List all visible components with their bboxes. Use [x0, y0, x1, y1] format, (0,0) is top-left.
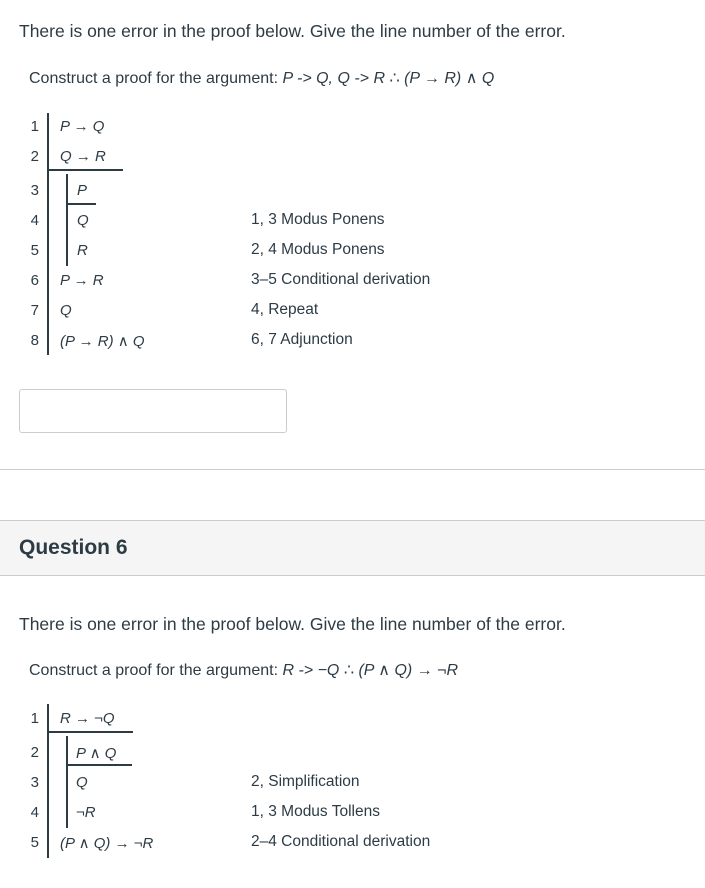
q6-line-number: 1 [30, 710, 39, 727]
q6-premise-line [47, 731, 133, 733]
q6-argument-label: Construct a proof for the argument: [29, 662, 283, 679]
q5-subproof-bar [66, 174, 68, 266]
q5-line-formula: P → Q [60, 118, 105, 135]
q5-line-number: 7 [30, 302, 39, 319]
q5-proof-main-bar [47, 113, 49, 355]
q6-line-formula: ¬R [76, 804, 96, 821]
q6-line-number: 3 [30, 774, 39, 791]
q6-line-number: 2 [30, 744, 39, 761]
q6-line-formula: R → ¬Q [60, 710, 115, 727]
q5-line-number: 8 [30, 332, 39, 349]
q5-line-justification: 3–5 Conditional derivation [251, 271, 431, 288]
q5-argument-formula: P -> Q, Q -> R ∴ (P → R) ∧ Q [282, 70, 495, 87]
q5-argument [29, 68, 494, 88]
q5-answer-input[interactable] [19, 389, 287, 433]
q5-line-formula: Q → R [60, 148, 106, 165]
q5-argument-label: Construct a proof for the argument: [29, 70, 283, 87]
q5-line-number: 6 [30, 272, 39, 289]
q5-line-formula: Q [77, 212, 89, 229]
q5-line-formula: P [77, 182, 88, 199]
q5-line-justification: 6, 7 Adjunction [251, 331, 353, 348]
q5-prompt: There is one error in the proof below. Give the line number of the error. [19, 21, 566, 41]
q6-line-number: 4 [30, 804, 39, 821]
q5-line-formula: (P → R) ∧ Q [60, 333, 145, 350]
q6-line-justification: 1, 3 Modus Tollens [251, 803, 380, 820]
q6-argument [29, 660, 458, 680]
question-6-header [0, 520, 705, 576]
question-title: Question 6 [19, 536, 128, 559]
q6-line-justification: 2, Simplification [251, 773, 360, 790]
q5-line-number: 1 [30, 118, 39, 135]
q6-proof-main-bar [47, 704, 49, 858]
q6-assumption-line [66, 764, 132, 766]
q6-prompt: There is one error in the proof below. Give the line number of the error. [19, 614, 566, 634]
q5-line-number: 4 [30, 212, 39, 229]
q5-line-justification: 2, 4 Modus Ponens [251, 241, 385, 258]
q6-argument-formula: R -> −Q ∴ (P ∧ Q) → ¬R [282, 662, 459, 679]
q5-line-formula: P → R [60, 272, 104, 289]
q5-line-number: 2 [30, 148, 39, 165]
q5-line-formula: R [77, 242, 88, 259]
q5-line-justification: 1, 3 Modus Ponens [251, 211, 385, 228]
q5-premise-line [47, 169, 123, 171]
q5-line-number: 3 [30, 182, 39, 199]
q5-line-justification: 4, Repeat [251, 301, 319, 318]
q6-line-formula: (P ∧ Q) → ¬R [60, 835, 154, 852]
q5-line-formula: Q [60, 302, 72, 319]
question-divider [0, 469, 705, 470]
q5-line-number: 5 [30, 242, 39, 259]
q6-line-formula: P ∧ Q [76, 745, 117, 762]
q6-subproof-bar [66, 736, 68, 828]
q6-line-justification: 2–4 Conditional derivation [251, 833, 431, 850]
q5-assumption-line [66, 203, 96, 205]
q6-line-number: 5 [30, 834, 39, 851]
q6-line-formula: Q [76, 774, 88, 791]
